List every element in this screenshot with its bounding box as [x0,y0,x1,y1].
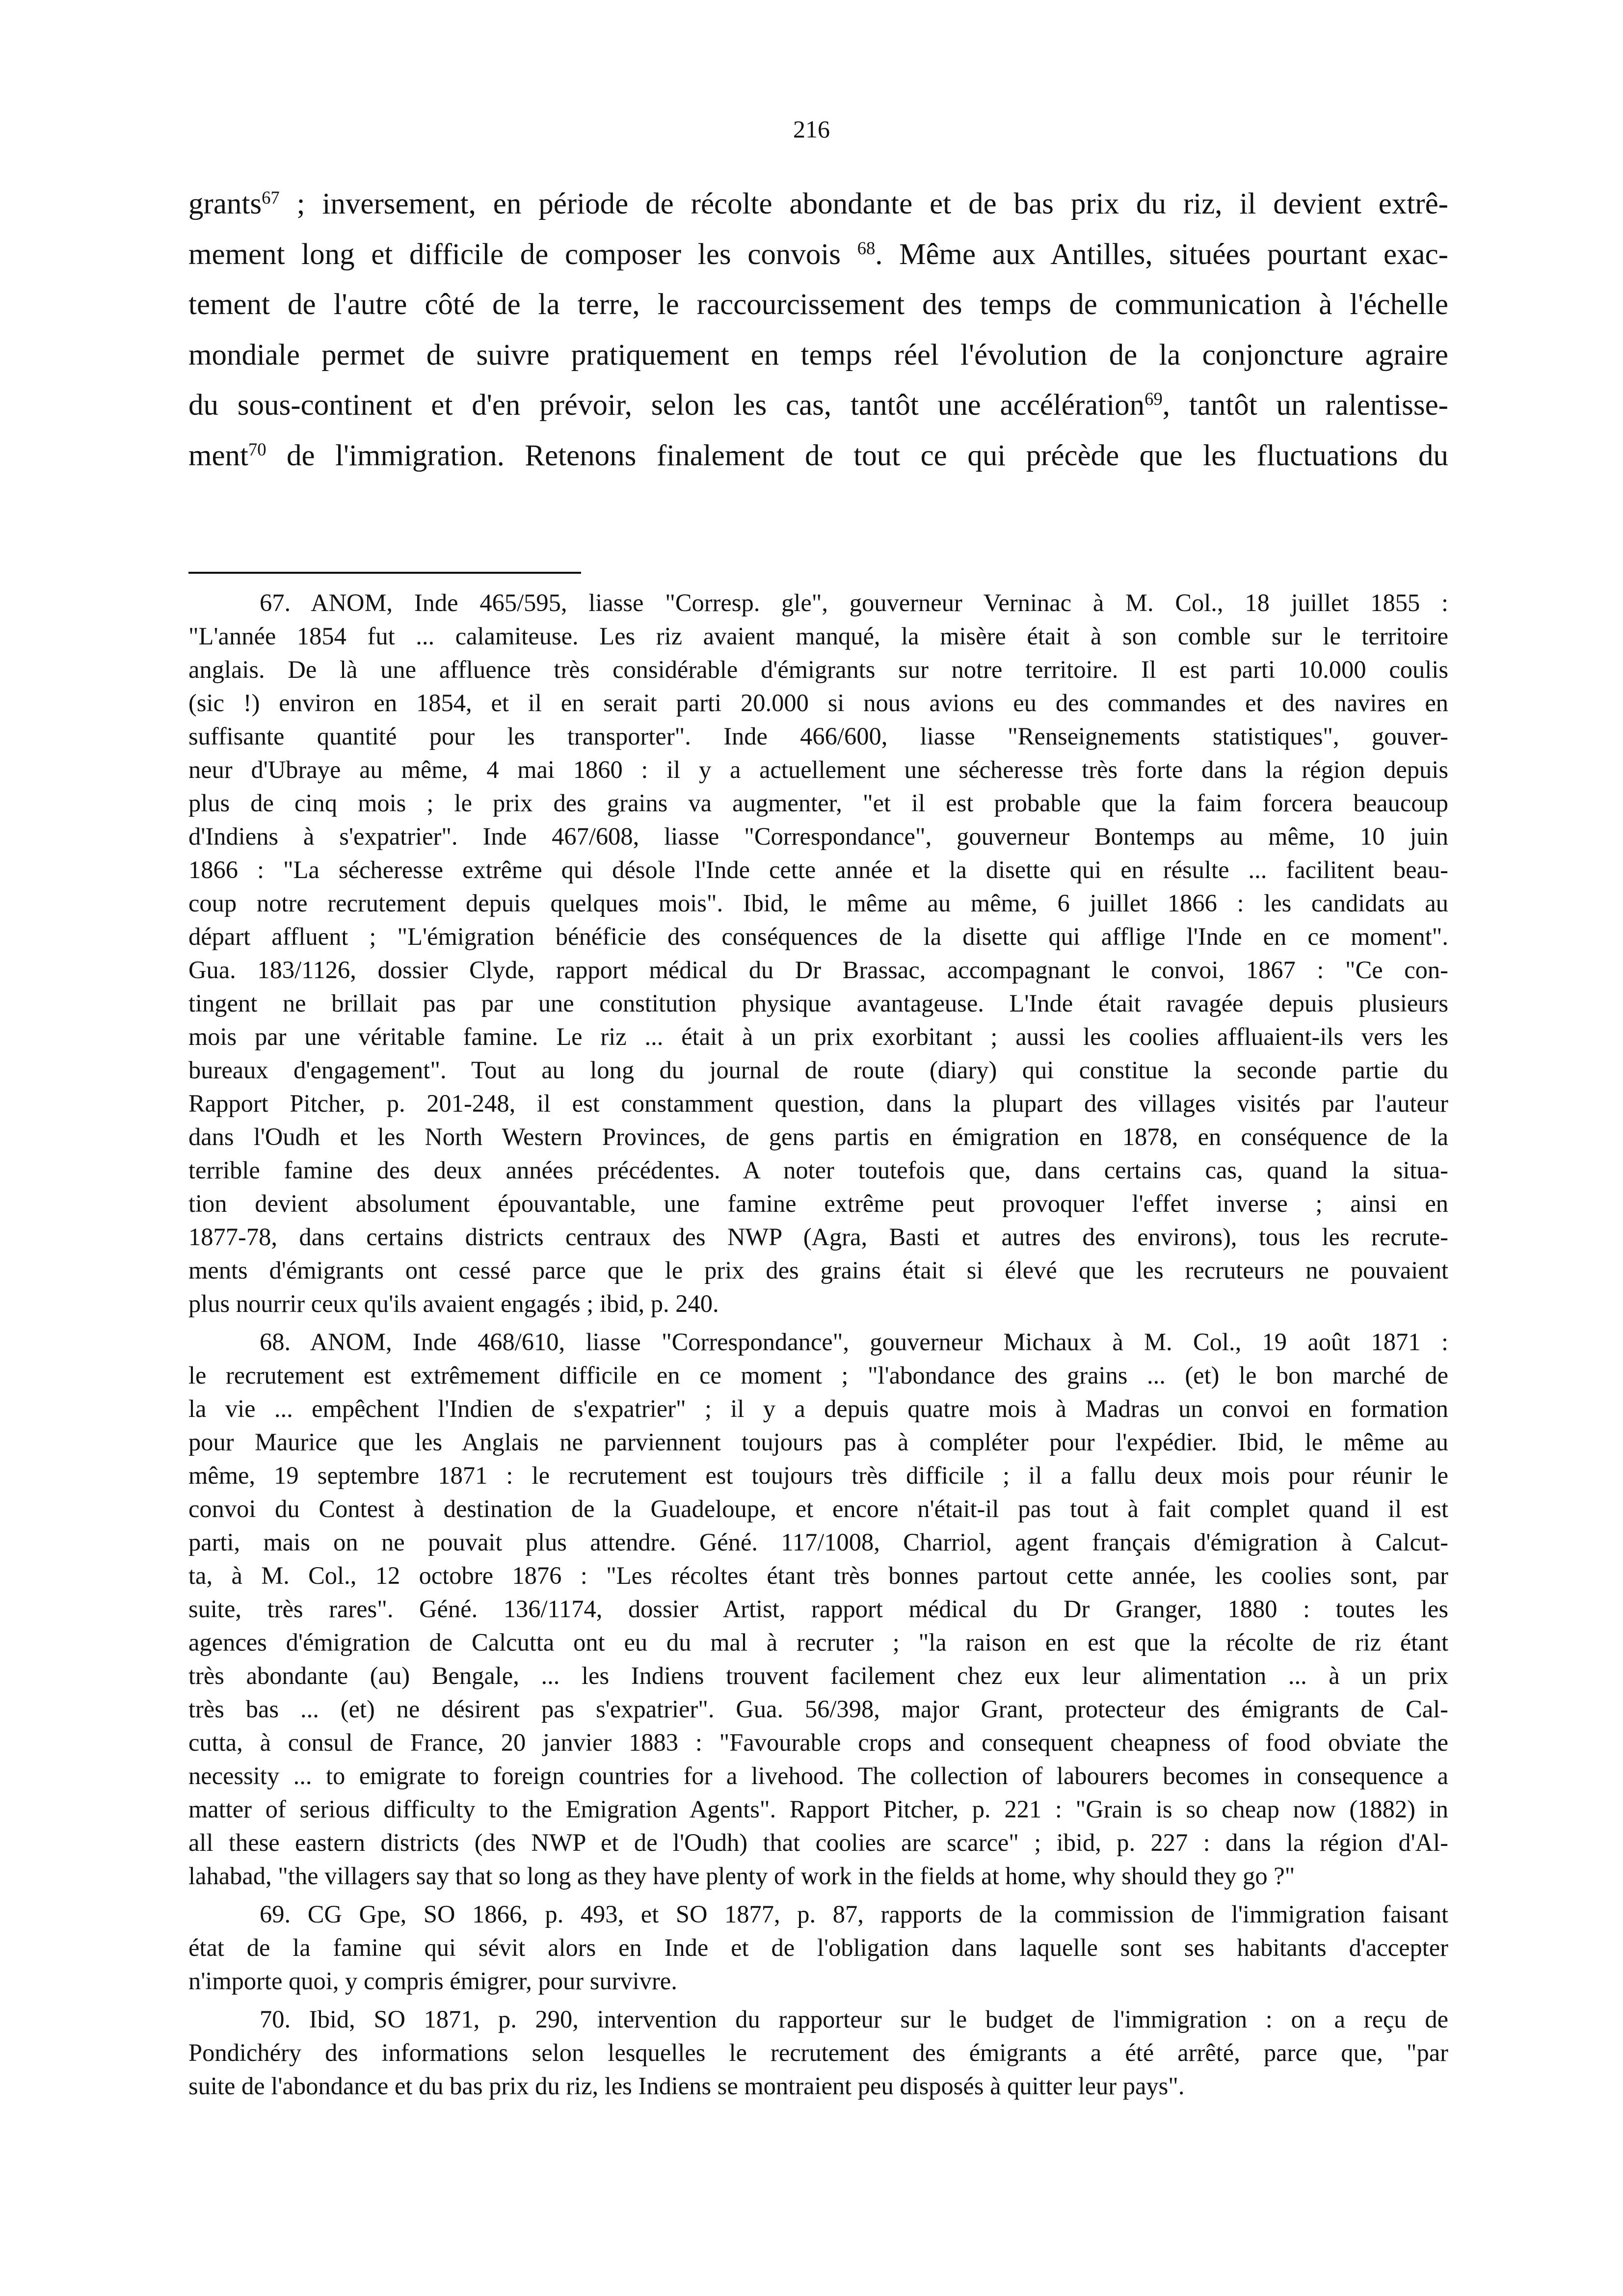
main-line: grants$^{67}$ ; inversement, en période de récolte abondante et de bas prix du riz, il devient extrê- [188,187,1448,220]
footnote-line: dans l'Oudh et les North Western Provinces, de gens partis en émigration en 1878, en conséquence de la [188,1123,1448,1150]
footnote-line: convoi du Contest à destination de la Guadeloupe, et encore n'était-il pas tout à fait complet quand il est [188,1495,1448,1522]
footnote-line: terrible famine des deux années précédentes. A noter toutefois que, dans certains cas, quand la situa- [188,1156,1448,1184]
footnote-separator [188,572,581,574]
footnote-line: plus nourrir ceux qu'ils avaient engagés ; ibid, p. 240. [188,1290,719,1317]
footnote-line: d'Indiens à s'expatrier". Inde 467/608, liasse "Correspondance", gouverneur Bontemps au même, 10 juin [188,823,1448,850]
footnote-69 [188,1897,1448,1998]
main-line: ment$^{70}$ de l'immigration. Retenons finalement de tout ce qui précède que les fluctuations du [188,439,1448,472]
footnote-line: le recrutement est extrêmement difficile en ce moment ; "l'abondance des grains ... (et) le bon marché de [188,1362,1448,1389]
footnote-line: ta, à M. Col., 12 octobre 1876 : "Les récoltes étant très bonnes partout cette année, les coolies sont, par [188,1562,1448,1589]
footnote-line: pour Maurice que les Anglais ne parviennent toujours pas à compléter pour l'expédier. Ibid, le même au [188,1428,1448,1456]
footnote-line: Rapport Pitcher, p. 201-248, il est constamment question, dans la plupart des villages visités par l'auteur [188,1090,1448,1117]
footnote-line: même, 19 septembre 1871 : le recrutement est toujours très difficile ; il a fallu deux mois pour réunir le [188,1462,1448,1489]
footnote-ref-67: 67 [262,187,280,208]
footnote-line: tion devient absolument épouvantable, une famine extrême peut provoquer l'effet inverse ; ainsi en [188,1190,1448,1217]
footnote-line: n'importe quoi, y compris émigrer, pour survivre. [188,1967,677,1995]
page-number: 216 [793,115,830,143]
footnote-line: suite, très rares". Géné. 136/1174, dossier Artist, rapport médical du Dr Granger, 1880 : toutes les [188,1595,1448,1623]
main-line: du sous-continent et d'en prévoir, selon les cas, tantôt une accélération$^{69}$, tantôt un ralentisse- [188,388,1448,422]
footnote-line: la vie ... empêchent l'Indien de s'expatrier" ; il y a depuis quatre mois à Madras un convoi en formation [188,1395,1448,1422]
footnote-70 [188,2002,1448,2103]
footnote-line: neur d'Ubraye au même, 4 mai 1860 : il y a actuellement une sécheresse très forte dans la région depuis [188,756,1448,783]
footnote-line: Pondichéry des informations selon lesquelles le recrutement des émigrants a été arrêté, parce que, "par [188,2039,1448,2066]
footnote-line: 1877-78, dans certains districts centraux des NWP (Agra, Basti et autres des environs), tous les recrute- [188,1223,1448,1251]
footnote-line: tingent ne brillait pas par une constitution physique avantageuse. L'Inde était ravagée depuis plusieurs [188,989,1448,1017]
footnote-line: necessity ... to emigrate to foreign countries for a livehood. The collection of labourers becomes in consequence a [188,1762,1448,1789]
footnote-line: 1866 : "La sécheresse extrême qui désole l'Inde cette année et la disette qui en résulte ... facilitent beau- [188,856,1448,883]
footnote-ref-70: 70 [248,439,266,459]
footnote-line: 68. ANOM, Inde 468/610, liasse "Correspondance", gouverneur Michaux à M. Col., 19 août 1871 : [260,1328,1448,1356]
footnote-68 [188,1325,1448,1893]
footnote-line: agences d'émigration de Calcutta ont eu du mal à recruter ; "la raison en est que la récolte de riz étant [188,1629,1448,1656]
footnote-line: 67. ANOM, Inde 465/595, liasse "Corresp. gle", gouverneur Verninac à M. Col., 18 juillet 1855 : [260,589,1448,616]
footnote-ref-68: 68 [857,238,876,258]
footnote-line: ments d'émigrants ont cessé parce que le prix des grains était si élevé que les recruteurs ne pouvaient [188,1256,1448,1284]
footnote-line: cutta, à consul de France, 20 janvier 1883 : "Favourable crops and consequent cheapness of food obviate the [188,1729,1448,1756]
footnote-line: lahabad, "the villagers say that so long as they have plenty of work in the fields at home, why should they go ?" [188,1862,1295,1890]
footnote-line: suffisante quantité pour les transporter". Inde 466/600, liasse "Renseignements statistiques", gouver- [188,722,1448,750]
footnote-line: très bas ... (et) ne désirent pas s'expatrier". Gua. 56/398, major Grant, protecteur des émigrants de Cal- [188,1695,1448,1723]
footnote-line: 70. Ibid, SO 1871, p. 290, intervention du rapporteur sur le budget de l'immigration : on a reçu de [260,2005,1448,2033]
footnote-line: plus de cinq mois ; le prix des grains va augmenter, "et il est probable que la faim forcera beaucoup [188,789,1448,817]
main-line: tement de l'autre côté de la terre, le raccourcissement des temps de communication à l'échelle [188,288,1448,321]
footnote-line: état de la famine qui sévit alors en Inde et de l'obligation dans laquelle sont ses habitants d'accepter [188,1934,1448,1961]
footnote-line: parti, mais on ne pouvait plus attendre. Géné. 117/1008, Charriol, agent français d'émigration à Calcut- [188,1528,1448,1556]
footnote-line: coup notre recrutement depuis quelques mois". Ibid, le même au même, 6 juillet 1866 : les candidats au [188,889,1448,917]
footnote-line: départ affluent ; "L'émigration bénéficie des conséquences de la disette qui afflige l'Inde en ce moment". [188,923,1448,950]
footnote-line: matter of serious difficulty to the Emigration Agents". Rapport Pitcher, p. 221 : "Grain is so cheap now (1882) in [188,1795,1448,1823]
footnote-line: all these eastern districts (des NWP et de l'Oudh) that coolies are scarce" ; ibid, p. 227 : dans la région d'Al- [188,1829,1448,1856]
main-text [188,179,1448,481]
footnote-line: bureaux d'engagement". Tout au long du journal de route (diary) qui constitue la seconde partie du [188,1056,1448,1084]
footnote-line: Gua. 183/1126, dossier Clyde, rapport médical du Dr Brassac, accompagnant le convoi, 1867 : "Ce con- [188,956,1448,984]
footnote-line: "L'année 1854 fut ... calamiteuse. Les riz avaient manqué, la misère était à son comble sur le territoire [188,622,1448,650]
footnote-line: suite de l'abondance et du bas prix du riz, les Indiens se montraient peu disposés à quitter leur pays". [188,2072,1185,2100]
footnotes [188,586,1448,2108]
footnote-67 [188,586,1448,1320]
footnote-line: (sic !) environ en 1854, et il en serait parti 20.000 si nous avions eu des commandes et des navires en [188,689,1448,717]
main-line: mondiale permet de suivre pratiquement en temps réel l'évolution de la conjoncture agraire [188,338,1448,372]
footnote-line: très abondante (au) Bengale, ... les Indiens trouvent facilement chez eux leur alimentation ... à un prix [188,1662,1448,1689]
footnote-line: anglais. De là une affluence très considérable d'émigrants sur notre territoire. Il est parti 10.000 coulis [188,656,1448,683]
footnote-line: mois par une véritable famine. Le riz ... était à un prix exorbitant ; aussi les coolies affluaient-ils vers les [188,1023,1448,1050]
footnote-ref-69: 69 [1144,388,1163,409]
footnote-line: 69. CG Gpe, SO 1866, p. 493, et SO 1877, p. 87, rapports de la commission de l'immigration faisant [260,1900,1448,1928]
main-line: mement long et difficile de composer les convois $^{68}$. Même aux Antilles, situées pourtant exac- [188,238,1448,271]
